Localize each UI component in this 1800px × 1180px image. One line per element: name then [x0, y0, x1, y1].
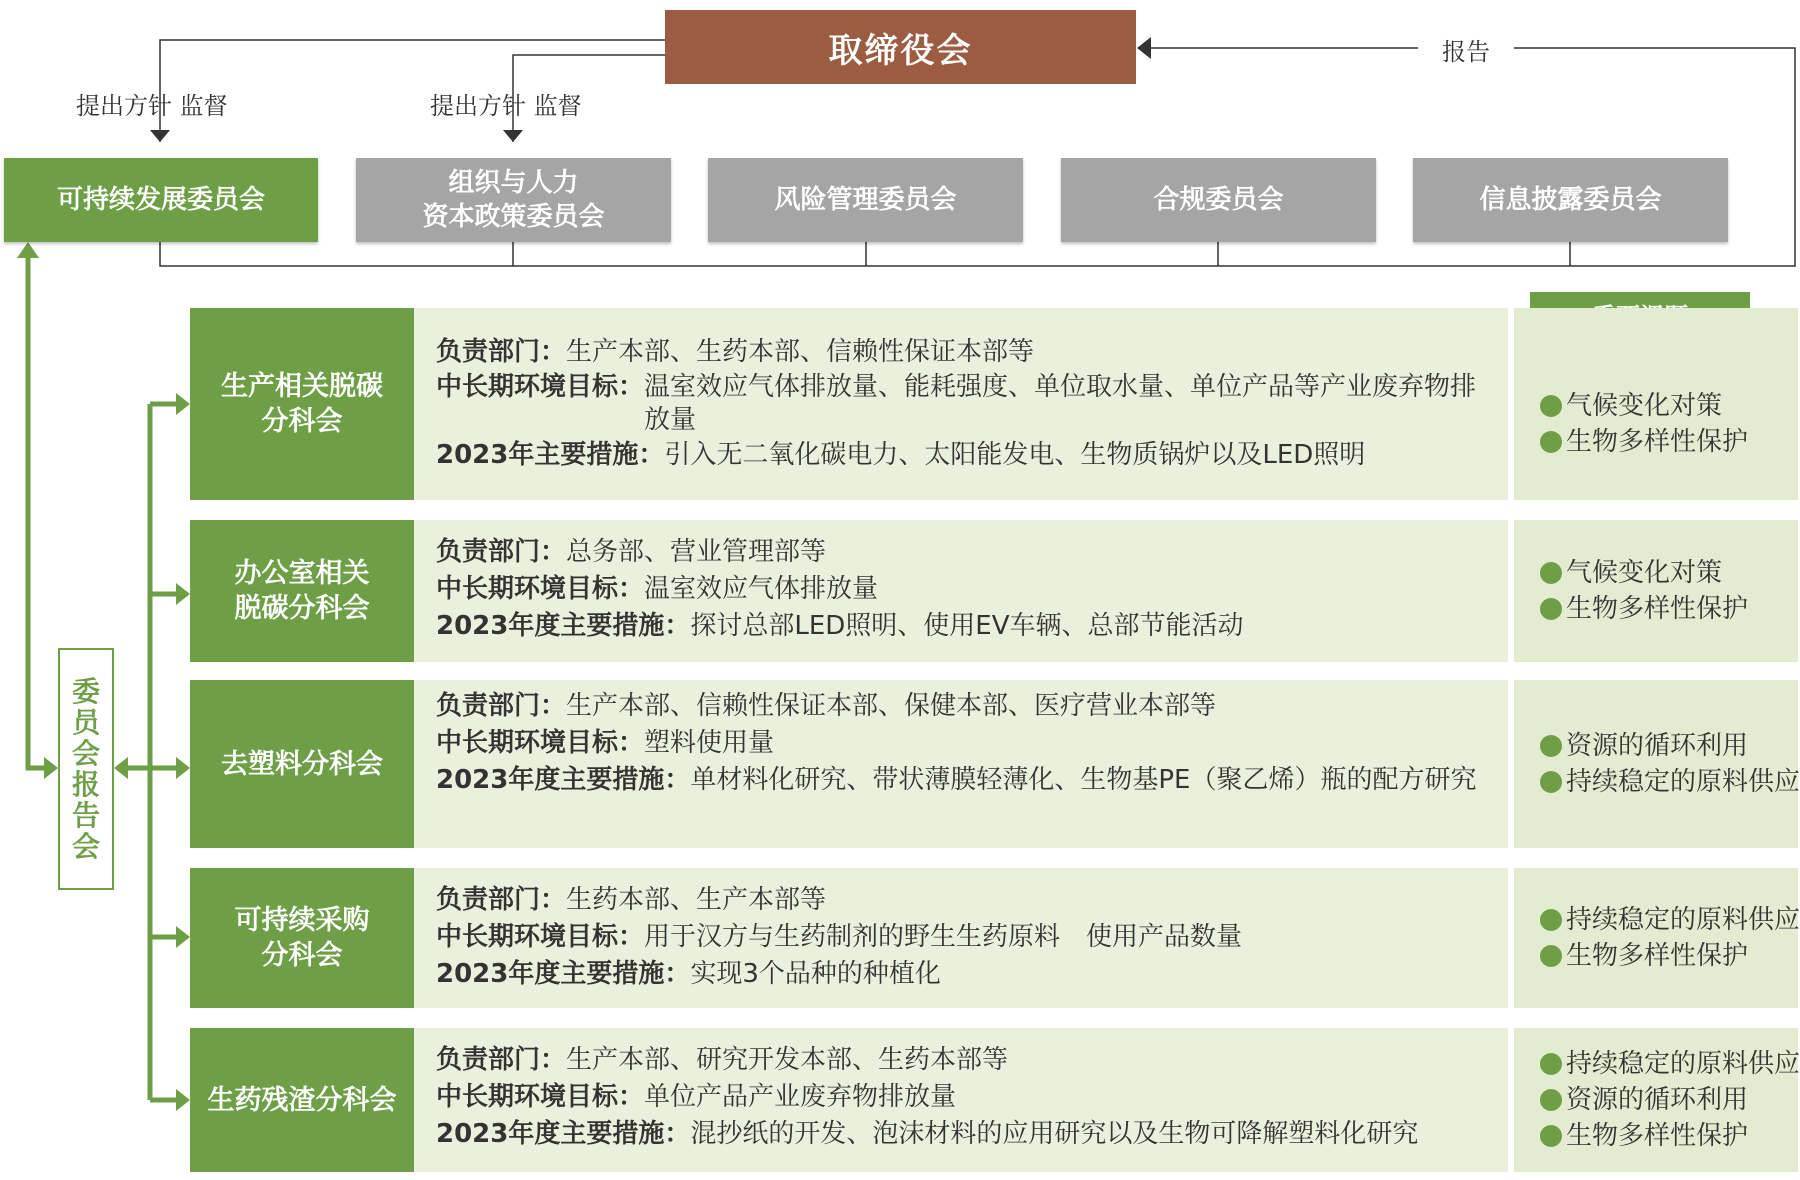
subcommittee-title: 生药残渣分科会 [190, 1028, 414, 1172]
detail-key: 2023年度主要措施： [436, 765, 691, 795]
subcommittee-title: 办公室相关 脱碳分科会 [190, 520, 414, 662]
detail-line [436, 762, 1488, 799]
bullet-dot-icon [1540, 1053, 1562, 1075]
committee-report-meeting-box [58, 648, 114, 890]
arrow-up-sustainability-icon [17, 242, 39, 258]
detail-line [436, 725, 1488, 762]
key-topic [1540, 938, 1798, 974]
detail-line [436, 882, 1488, 919]
key-topic-label: 生物多样性保护 [1566, 1121, 1749, 1151]
detail-value: 总务部、营业管理部等 [566, 537, 827, 567]
detail-key: 中长期环境目标： [436, 922, 645, 952]
detail-key: 2023年度主要措施： [436, 1119, 691, 1149]
bullet-dot-icon [1540, 395, 1562, 417]
bullet-dot-icon [1540, 431, 1562, 453]
subcommittee-row-production [190, 308, 1798, 500]
key-topic-label: 生物多样性保护 [1566, 941, 1749, 971]
detail-line [436, 688, 1488, 725]
bullet-dot-icon [1540, 735, 1562, 757]
bullet-dot-icon [1540, 598, 1562, 620]
detail-value: 单位产品产业废弃物排放量 [644, 1082, 957, 1112]
key-topic [1540, 1046, 1798, 1082]
detail-value: 生产本部、研究开发本部、生药本部等 [566, 1045, 1009, 1075]
subcommittee-details [414, 520, 1508, 662]
detail-value: 塑料使用量 [644, 728, 775, 758]
bullet-dot-icon [1540, 562, 1562, 584]
arrow-right-office-icon [176, 583, 190, 605]
detail-value: 用于汉方与生药制剂的野生生药原料 使用产品数量 [644, 922, 1243, 952]
detail-line [436, 919, 1488, 956]
key-topic-label: 资源的循环利用 [1566, 731, 1749, 761]
arrow-left-report-icon [1137, 37, 1151, 59]
arrow-right-procurement-icon [176, 926, 190, 948]
report-label: 报告 [1442, 38, 1490, 66]
detail-value: 探讨总部LED照明、使用EV车辆、总部节能活动 [690, 611, 1244, 641]
key-topics-list [1514, 1028, 1798, 1172]
key-topic [1540, 388, 1798, 424]
detail-line [436, 437, 1488, 474]
key-topic-label: 气候变化对策 [1566, 558, 1723, 588]
subcommittee-title: 去塑料分科会 [190, 680, 414, 848]
key-topic-label: 持续稳定的原料供应 [1566, 767, 1800, 797]
sustainability-to-meeting-connector [28, 256, 52, 768]
detail-key: 负责部门： [436, 885, 567, 915]
subcommittee-details [414, 1028, 1508, 1172]
detail-value: 温室效应气体排放量 [644, 574, 879, 604]
arrow-down-sustainability-icon [150, 130, 170, 142]
sustainability-committee-box: 可持续发展委员会 [4, 158, 318, 242]
arrow-down-hr-icon [503, 130, 523, 142]
key-topic [1540, 1082, 1798, 1118]
detail-key: 2023年度主要措施： [436, 959, 691, 989]
detail-key: 负责部门： [436, 337, 567, 367]
bullet-dot-icon [1540, 945, 1562, 967]
subcommittee-row-office [190, 520, 1798, 662]
key-topic [1540, 555, 1798, 591]
detail-value: 引入无二氧化碳电力、太阳能发电、生物质锅炉以及LED照明 [664, 440, 1366, 470]
key-topic [1540, 424, 1798, 460]
hr-policy-committee-box: 组织与人力 资本政策委员会 [356, 158, 671, 242]
subcommittee-details [414, 868, 1508, 1008]
detail-line [436, 1116, 1488, 1153]
board-of-directors-box: 取缔役会 [665, 10, 1136, 84]
policy-supervise-label-2 [430, 86, 582, 121]
key-topic-label: 持续稳定的原料供应 [1566, 905, 1800, 935]
key-topic [1540, 764, 1798, 800]
disclosure-committee-box: 信息披露委员会 [1413, 158, 1728, 242]
key-topic-label: 生物多样性保护 [1566, 594, 1749, 624]
bullet-dot-icon [1540, 1125, 1562, 1147]
arrow-left-meeting-icon [114, 757, 128, 779]
detail-key: 中长期环境目标： [436, 728, 645, 758]
arrow-right-production-icon [176, 393, 190, 415]
detail-value: 温室效应气体排放量、能耗强度、单位取水量、单位产品等产业废弃物排放量 [644, 372, 1477, 435]
detail-value: 混抄纸的开发、泡沫材料的应用研究以及生物可降解塑料化研究 [690, 1119, 1419, 1149]
detail-line [436, 571, 1488, 608]
bullet-dot-icon [1540, 1089, 1562, 1111]
detail-key: 负责部门： [436, 691, 567, 721]
detail-line [436, 534, 1488, 571]
detail-line [436, 1042, 1488, 1079]
detail-key: 2023年度主要措施： [436, 611, 691, 641]
subcommittee-row-residue [190, 1028, 1798, 1172]
bullet-dot-icon [1540, 771, 1562, 793]
detail-key: 负责部门： [436, 1045, 567, 1075]
bullet-dot-icon [1540, 909, 1562, 931]
subcommittee-row-plastic [190, 680, 1798, 848]
arrow-right-residue-icon [176, 1089, 190, 1111]
detail-value: 单材料化研究、带状薄膜轻薄化、生物基PE（聚乙烯）瓶的配方研究 [690, 765, 1477, 795]
detail-key: 负责部门： [436, 537, 567, 567]
detail-value: 生药本部、生产本部等 [566, 885, 827, 915]
subcommittee-title: 可持续采购 分科会 [190, 868, 414, 1008]
key-topic [1540, 1118, 1798, 1154]
policy-label: 提出方针 [76, 92, 172, 120]
key-topic [1540, 902, 1798, 938]
supervise-label: 监督 [533, 92, 582, 120]
detail-line [436, 334, 1488, 371]
key-topic-label: 资源的循环利用 [1566, 1085, 1749, 1115]
key-topics-list [1514, 520, 1798, 662]
committee-report-meeting-label: 委员会报告会 [71, 675, 100, 863]
key-topics-list [1514, 308, 1798, 500]
detail-line [436, 371, 1488, 437]
detail-line [436, 1079, 1488, 1116]
key-topic-label: 气候变化对策 [1566, 391, 1723, 421]
key-topics-list [1514, 868, 1798, 1008]
subcommittee-details [414, 308, 1508, 500]
key-topic-label: 生物多样性保护 [1566, 427, 1749, 457]
detail-key: 中长期环境目标： [436, 1082, 645, 1112]
subcommittee-details [414, 680, 1508, 848]
subcommittee-title: 生产相关脱碳 分科会 [190, 308, 414, 500]
policy-supervise-label-1 [76, 86, 228, 121]
detail-value: 生产本部、生药本部、信赖性保证本部等 [566, 337, 1035, 367]
detail-key: 中长期环境目标： [436, 574, 645, 604]
key-topic [1540, 591, 1798, 627]
detail-line [436, 608, 1488, 645]
key-topic [1540, 728, 1798, 764]
detail-key: 中长期环境目标： [436, 372, 645, 402]
key-topic-label: 持续稳定的原料供应 [1566, 1049, 1800, 1079]
detail-line [436, 956, 1488, 993]
compliance-committee-box: 合规委员会 [1061, 158, 1376, 242]
detail-value: 实现3个品种的种植化 [690, 959, 941, 989]
arrow-right-removal-icon [176, 757, 190, 779]
subcommittee-row-procurement [190, 868, 1798, 1008]
policy-label: 提出方针 [430, 92, 526, 120]
detail-key: 2023年主要措施： [436, 440, 665, 470]
arrow-right-meeting-icon [44, 757, 58, 779]
risk-management-committee-box: 风险管理委员会 [708, 158, 1023, 242]
key-topics-list [1514, 680, 1798, 848]
supervise-label: 监督 [179, 92, 228, 120]
detail-value: 生产本部、信赖性保证本部、保健本部、医疗营业本部等 [566, 691, 1217, 721]
